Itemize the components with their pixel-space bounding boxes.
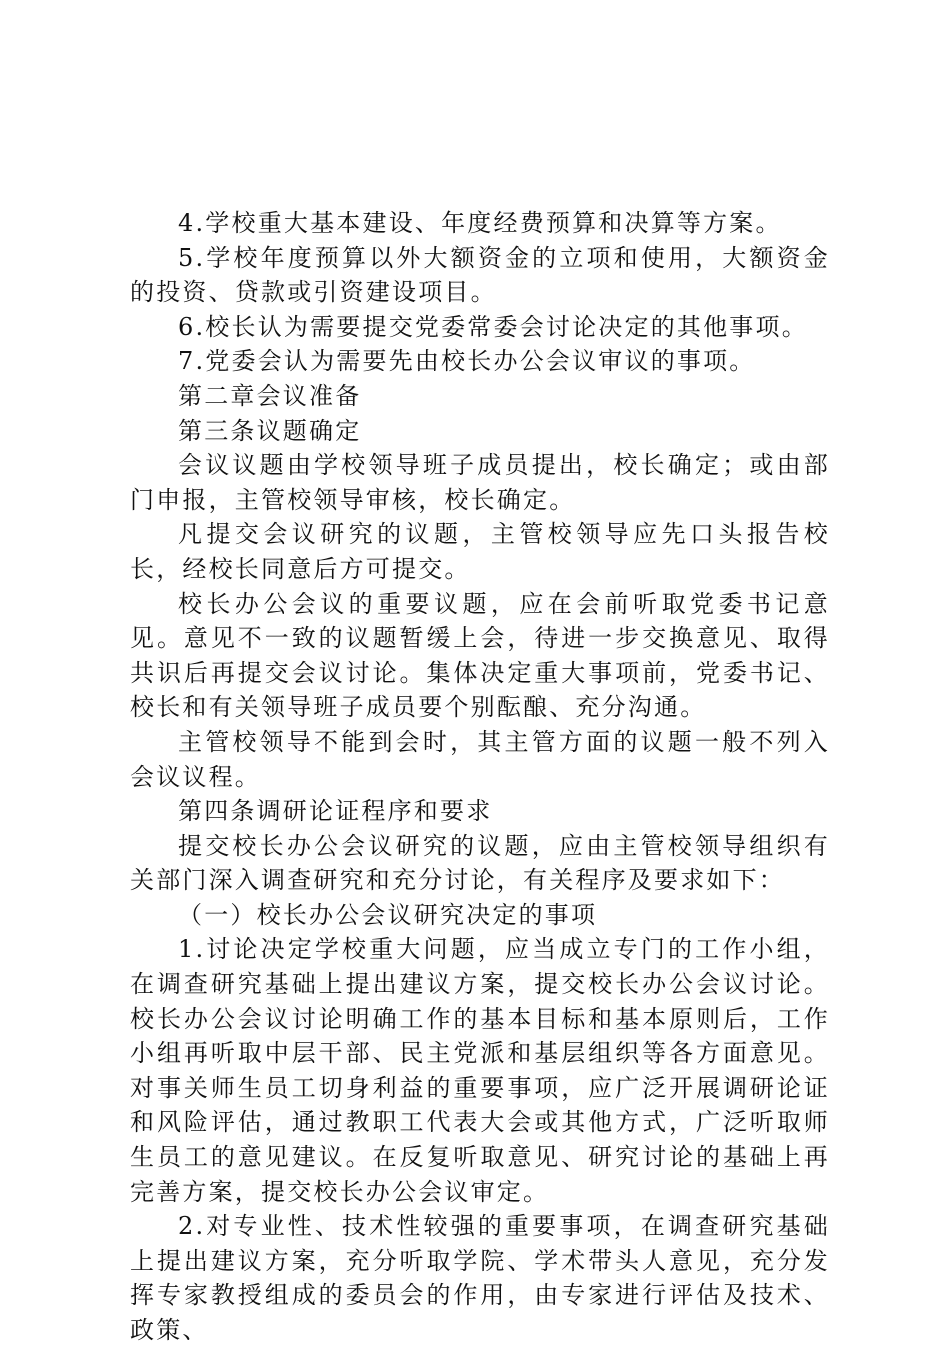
paragraph-item-7: 7.党委会认为需要先由校长办公会议审议的事项。 [178,347,756,376]
section-heading-1: （一）校长办公会议研究决定的事项 [178,900,598,929]
article-heading-4: 第四条调研论证程序和要求 [178,797,493,826]
document-body [130,206,830,1348]
paragraph-important-topics: 校长办公会议的重要议题，应在会前听取党委书记意见。意见不一致的议题暂缓上会，待进一步交换意见、取得共识后再提交会议讨论。集体决定重大事项前，党委书记、校长和有关领导班子成员要个别酝酿、充分沟通。 [130,589,830,722]
paragraph-absent-leader: 主管校领导不能到会时，其主管方面的议题一般不列入会议议程。 [130,727,830,791]
paragraph-procedure-1: 1.讨论决定学校重大问题，应当成立专门的工作小组，在调查研究基础上提出建议方案，提交校长办公会议讨论。校长办公会议讨论明确工作的基本目标和基本原则后，工作小组再听取中层干部、民主党派和基层组织等各方面意见。对事关师生员工切身利益的重要事项，应广泛开展调研论证和风险评估，通过教职工代表大会或其他方式，广泛听取师生员工的意见建议。在反复听取意见、研究讨论的基础上再完善方案，提交校长办公会议审定。 [130,935,830,1206]
paragraph-item-4: 4.学校重大基本建设、年度经费预算和决算等方案。 [178,209,782,237]
paragraph-research-intro: 提交校长办公会议研究的议题，应由主管校领导组织有关部门深入调查研究和充分讨论，有关程序及要求如下： [130,831,830,895]
article-heading-3: 第三条议题确定 [178,416,362,445]
chapter-heading: 第二章会议准备 [178,381,362,410]
paragraph-item-5: 5.学校年度预算以外大额资金的立项和使用，大额资金的投资、贷款或引资建设项目。 [130,243,830,307]
paragraph-item-6: 6.校长认为需要提交党委常委会讨论决定的其他事项。 [178,312,808,341]
paragraph-procedure-2: 2.对专业性、技术性较强的重要事项，在调查研究基础上提出建议方案，充分听取学院、学术带头人意见，充分发挥专家教授组成的委员会的作用，由专家进行评估及技术、政策、 [130,1212,830,1344]
paragraph-topic-source: 会议议题由学校领导班子成员提出，校长确定；或由部门申报，主管校领导审核，校长确定。 [130,451,830,514]
paragraph-topic-report: 凡提交会议研究的议题，主管校领导应先口头报告校长，经校长同意后方可提交。 [130,520,830,583]
